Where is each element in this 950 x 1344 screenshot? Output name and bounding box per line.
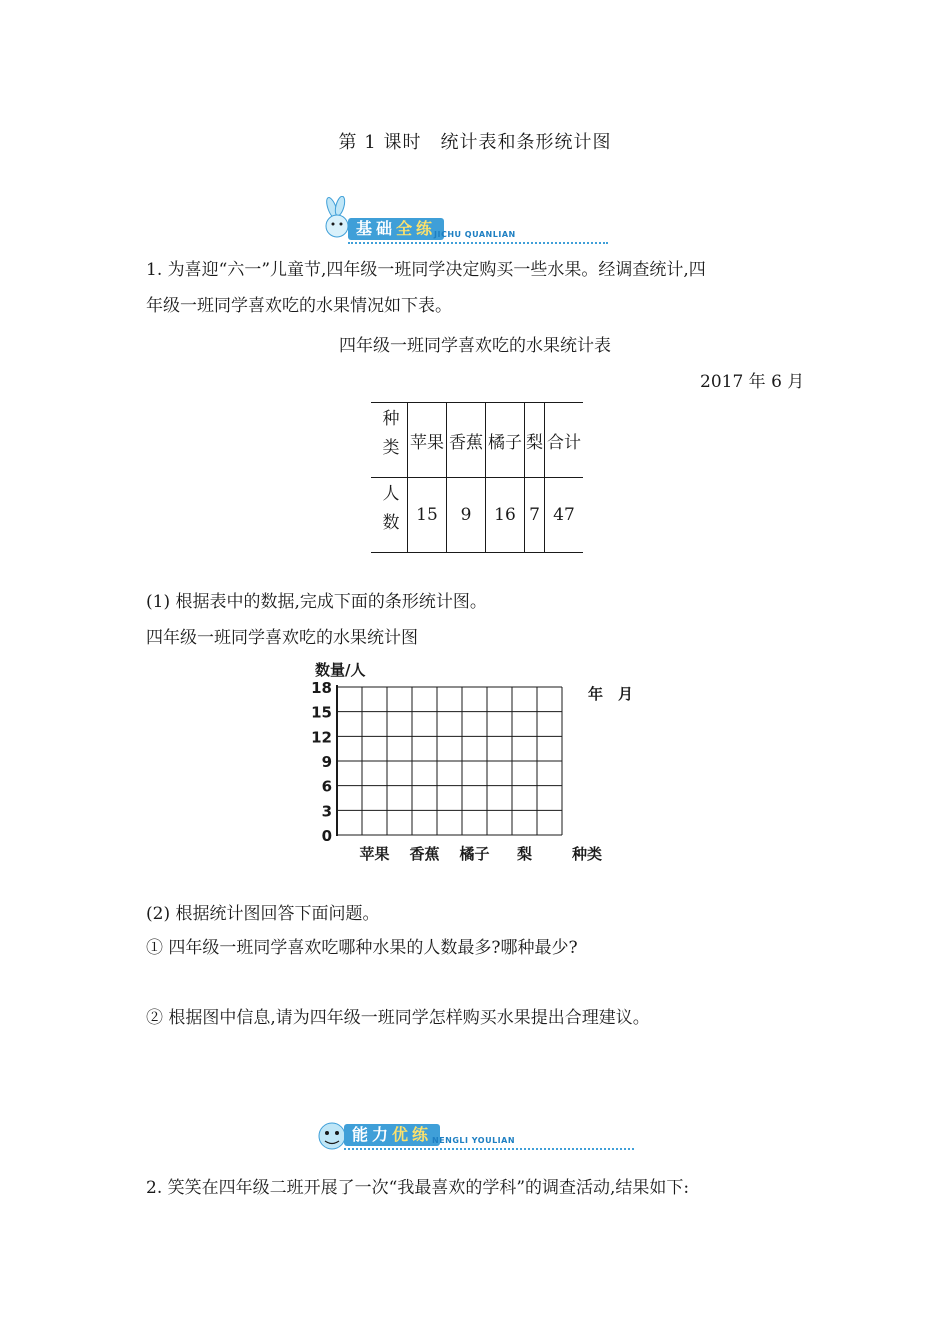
q1-line2: 年级一班同学喜欢吃的水果情况如下表。 [146,296,452,316]
y-tick-label: 12 [311,728,332,747]
table-title: 四年级一班同学喜欢吃的水果统计表 [339,336,611,356]
q1-sub1: (1) 根据表中的数据,完成下面的条形统计图。 [146,592,487,612]
table-row [371,403,583,478]
banner-pinyin: JICHU QUANLIAN [434,230,516,239]
banner-divider [344,1148,634,1150]
chart-date-label: 年 月 [588,685,634,703]
table-header-cell: 人数 [371,478,408,553]
table-cell: 苹果 [408,403,447,478]
y-tick-label: 0 [321,827,332,845]
q1-question-a: ① 四年级一班同学喜欢吃哪种水果的人数最多?哪种最少? [146,938,578,958]
q1-sub2: (2) 根据统计图回答下面问题。 [146,904,380,924]
table-cell: 橘子 [486,403,525,478]
table-header-cell: 种类 [371,403,408,478]
fruit-table [371,402,583,553]
table-cell: 7 [525,478,545,553]
banner-label: 基础全练 [348,218,444,240]
y-axis-label: 数量/人 [315,661,366,679]
x-tick-label: 苹果 [359,845,390,863]
y-tick-label: 9 [321,753,332,771]
chart-caption: 四年级一班同学喜欢吃的水果统计图 [146,628,418,648]
lesson-title: 第 1 课时 统计表和条形统计图 [338,132,612,153]
q1-line1: 1. 为喜迎“六一”儿童节,四年级一班同学决定购买一些水果。经调查统计,四 [146,260,706,280]
table-cell: 15 [408,478,447,553]
y-tick-label: 3 [321,802,332,821]
table-cell: 16 [486,478,525,553]
x-tick-label: 橘子 [459,845,490,863]
banner-divider [348,242,608,244]
bar-chart [300,655,660,870]
table-date: 2017 年 6 月 [700,372,805,392]
table-cell: 合计 [545,403,584,478]
table-cell: 香蕉 [447,403,486,478]
y-tick-label: 18 [311,679,332,697]
banner-pinyin: NENGLI YOULIAN [432,1136,516,1145]
section-banner-basic [310,196,620,248]
y-tick-label: 6 [321,777,332,796]
table-row [371,478,583,553]
y-tick-label: 15 [311,703,332,722]
x-axis-label: 种类 [572,845,603,863]
q2-line1: 2. 笑笑在四年级二班开展了一次“我最喜欢的学科”的调查活动,结果如下: [146,1178,690,1198]
q1-question-b: ② 根据图中信息,请为四年级一班同学怎样购买水果提出合理建议。 [146,1008,650,1028]
table-cell: 9 [447,478,486,553]
banner-label: 能力优练 [344,1124,440,1146]
table-cell: 梨 [525,403,545,478]
section-banner-ability [310,1110,640,1162]
table-cell: 47 [545,478,584,553]
x-tick-label: 香蕉 [409,845,440,863]
x-tick-label: 梨 [516,845,533,863]
